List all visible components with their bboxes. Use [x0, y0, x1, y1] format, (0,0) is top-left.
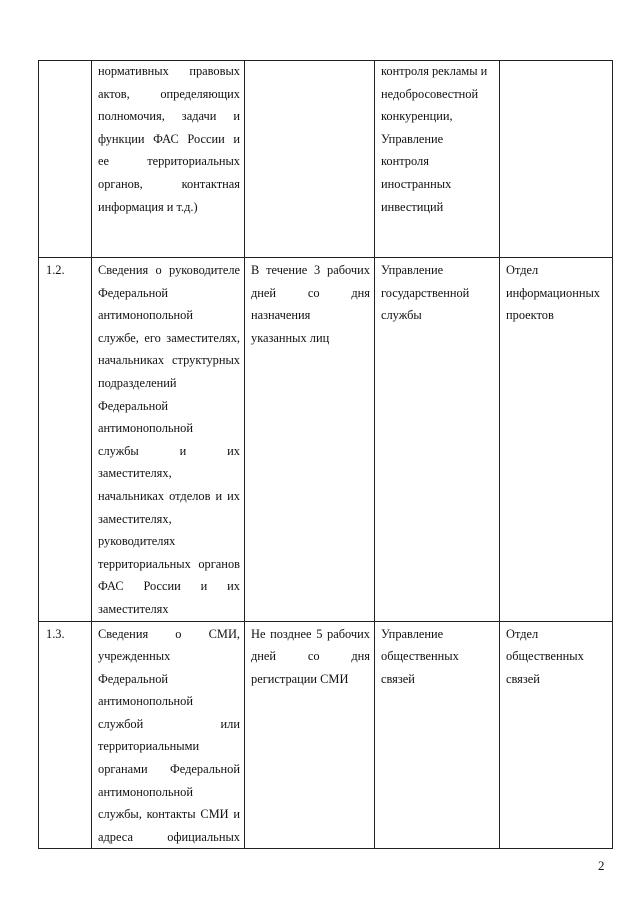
- row-number-cell: [39, 61, 92, 258]
- text-line: начальниках структурных: [98, 353, 240, 368]
- text-line: общественных: [506, 649, 584, 664]
- text-line: Управление: [381, 626, 444, 641]
- text-line: службы: [381, 308, 422, 323]
- text-line: органов, контактная: [98, 176, 240, 191]
- text-line: назначения: [251, 308, 311, 323]
- text-line: антимонопольной: [98, 694, 193, 709]
- term-cell: [245, 258, 375, 622]
- responsible-cell: [375, 61, 500, 258]
- text-line: руководителях: [98, 534, 176, 549]
- row-content: [92, 622, 244, 849]
- row-responsible: [375, 60, 499, 218]
- term-cell: [245, 621, 375, 849]
- text-line: заместителях,: [98, 511, 172, 526]
- text-line: учрежденных: [98, 649, 171, 664]
- text-line: дней со дня: [251, 285, 370, 300]
- text-line: государственной: [381, 285, 470, 300]
- text-line: службы, контакты СМИ и: [98, 807, 240, 822]
- text-line: службы и их: [98, 443, 240, 458]
- text-line: контроля рекламы и: [381, 64, 488, 78]
- executor-cell: [500, 258, 613, 622]
- text-line: связей: [381, 671, 415, 686]
- row-responsible: [375, 258, 499, 327]
- table-row: [39, 621, 613, 849]
- table-row: [39, 61, 613, 258]
- text-line: общественных: [381, 649, 459, 664]
- text-line: Сведения о СМИ,: [98, 626, 240, 641]
- text-line: проектов: [506, 308, 554, 323]
- text-line: службой или: [98, 716, 240, 731]
- row-number: 1.3.: [46, 626, 65, 641]
- row-term: [245, 622, 374, 691]
- document-table: [38, 60, 613, 849]
- text-line: антимонопольной: [98, 421, 193, 436]
- text-line: нормативных правовых: [98, 64, 240, 78]
- text-line: заместителях: [98, 601, 169, 616]
- text-line: Федеральной: [98, 671, 169, 686]
- text-line: ее территориальных: [98, 154, 240, 169]
- text-line: Отдел: [506, 263, 539, 277]
- row-number-cell: [39, 258, 92, 622]
- text-line: информационных: [506, 285, 600, 300]
- text-line: функции ФАС России и: [98, 131, 240, 146]
- text-line: территориальных органов: [98, 556, 240, 571]
- page-number: 2: [598, 858, 605, 873]
- text-line: Управление: [381, 131, 444, 146]
- row-term: [245, 258, 374, 349]
- text-line: начальниках отделов и их: [98, 488, 240, 503]
- text-line: связей: [506, 671, 540, 686]
- row-content: [92, 60, 244, 218]
- text-line: конкуренции,: [381, 109, 453, 124]
- content-cell: [92, 61, 245, 258]
- row-number: 1.2.: [46, 263, 65, 277]
- content-cell: [92, 258, 245, 622]
- text-line: Отдел: [506, 626, 539, 641]
- table-row: [39, 258, 613, 622]
- content-cell: [92, 621, 245, 849]
- row-executor: [500, 622, 612, 691]
- text-line: контроля: [381, 154, 429, 169]
- text-line: актов, определяющих: [98, 86, 240, 101]
- text-line: информация и т.д.): [98, 199, 198, 214]
- text-line: антимонопольной: [98, 784, 193, 799]
- text-line: инвестиций: [381, 199, 444, 214]
- text-line: указанных лиц: [251, 330, 330, 345]
- responsible-cell: [375, 258, 500, 622]
- row-content: [92, 258, 244, 621]
- text-line: подразделений: [98, 375, 177, 390]
- text-line: антимонопольной: [98, 308, 193, 323]
- text-line: территориальными: [98, 739, 200, 754]
- text-line: службе, его заместителях,: [98, 330, 240, 345]
- executor-cell: [500, 621, 613, 849]
- text-line: регистрации СМИ: [251, 671, 349, 686]
- text-line: Федеральной: [98, 285, 169, 300]
- text-line: адреса официальных: [98, 829, 240, 844]
- text-line: органами Федеральной: [98, 762, 240, 777]
- text-line: Сведения о руководителе: [98, 263, 240, 277]
- row-responsible: [375, 622, 499, 691]
- executor-cell: [500, 61, 613, 258]
- responsible-cell: [375, 621, 500, 849]
- text-line: Не позднее 5 рабочих: [251, 626, 370, 641]
- row-number-cell: [39, 621, 92, 849]
- term-cell: [245, 61, 375, 258]
- text-line: Управление: [381, 263, 444, 277]
- text-line: полномочия, задачи и: [98, 109, 240, 124]
- text-line: недобросовестной: [381, 86, 479, 101]
- text-line: дней со дня: [251, 649, 370, 664]
- text-line: заместителях,: [98, 466, 172, 481]
- text-line: В течение 3 рабочих: [251, 263, 370, 277]
- text-line: ФАС России и их: [98, 579, 240, 594]
- text-line: иностранных: [381, 176, 452, 191]
- row-executor: [500, 258, 612, 327]
- text-line: Федеральной: [98, 398, 169, 413]
